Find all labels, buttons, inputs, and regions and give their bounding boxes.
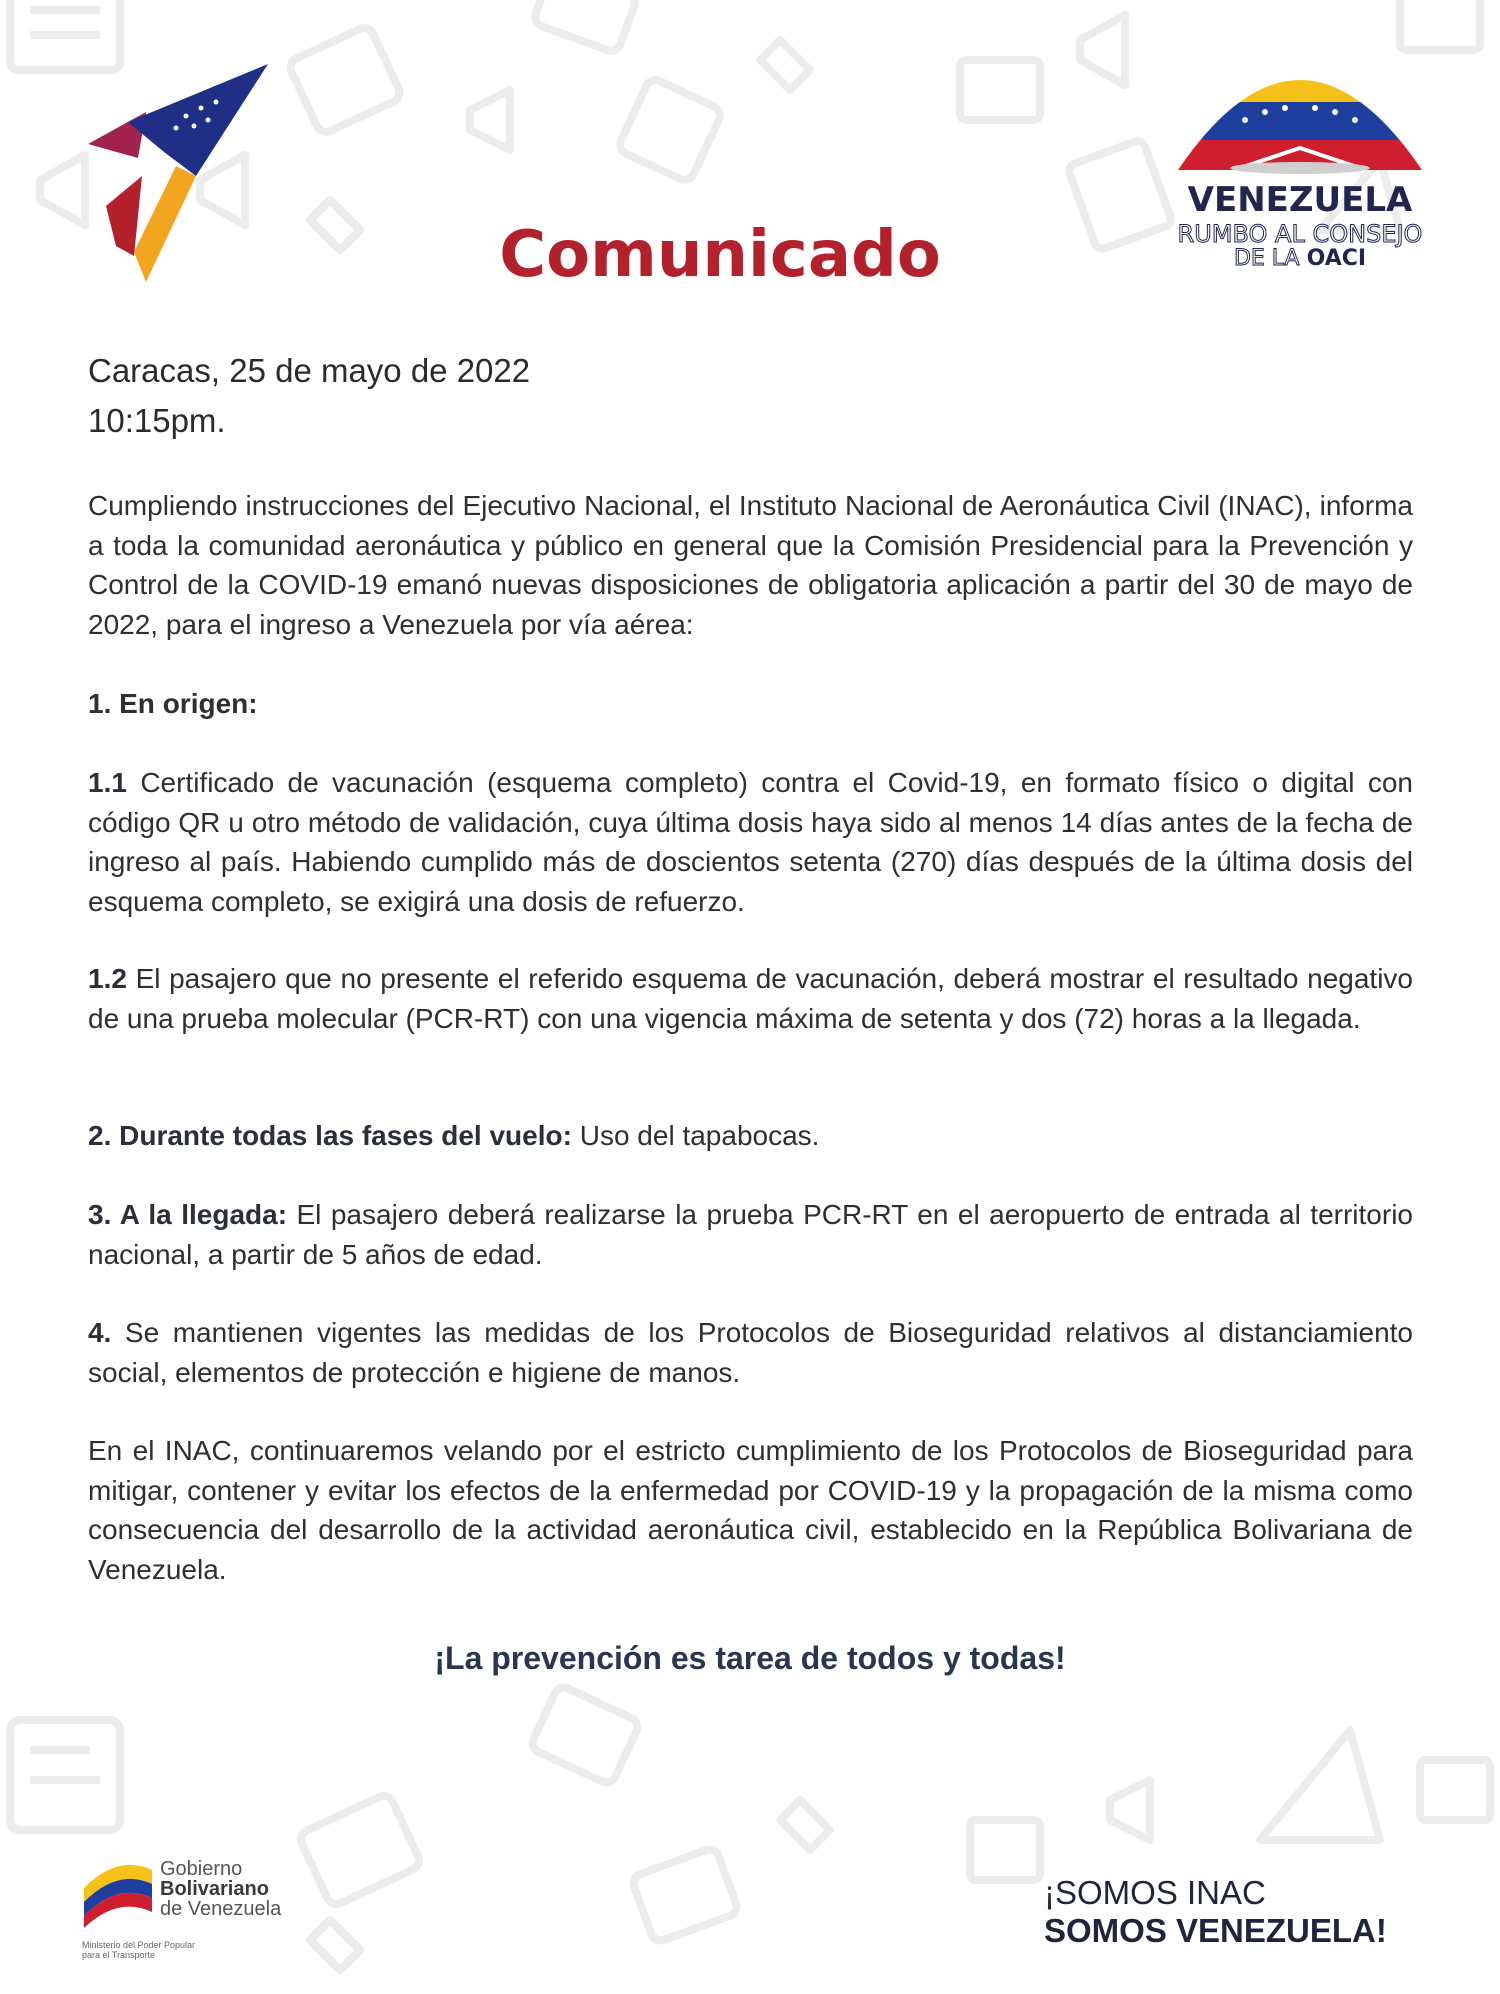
ministry-caption bbox=[82, 1940, 195, 1960]
place-date: Caracas, 25 de mayo de 2022 bbox=[88, 352, 531, 389]
date-block bbox=[88, 346, 530, 446]
item-3-label: 3. A la llegada: bbox=[88, 1199, 288, 1230]
oaci-logo-line1: VENEZUELA bbox=[1187, 180, 1413, 220]
ministry-line2: para el Transporte bbox=[82, 1950, 156, 1960]
oaci-logo-line2: RUMBO AL CONSEJO bbox=[1177, 220, 1423, 248]
item-2-text: Uso del tapabocas. bbox=[579, 1120, 820, 1151]
gobierno-line1: Gobierno bbox=[160, 1858, 243, 1880]
oaci-logo-line3-bold: OACI bbox=[1306, 246, 1367, 271]
item-3 bbox=[88, 1195, 1413, 1274]
gobierno-bolivariano-logo bbox=[78, 1848, 318, 1958]
oaci-logo-line3-prefix: DE LA bbox=[1233, 246, 1300, 271]
item-3-text: El pasajero deberá realizarse la prueba PCR-RT en el aeropuerto de entrada al territorio nacional, a partir de 5 años de edad. bbox=[88, 1199, 1413, 1270]
item-1-1-number: 1.1 bbox=[88, 767, 127, 798]
item-2-label: 2. Durante todas las fases del vuelo: bbox=[88, 1120, 572, 1151]
somos-inac-slogan bbox=[1044, 1874, 1387, 1950]
time: 10:15pm. bbox=[88, 402, 226, 439]
intro-paragraph: Cumpliendo instrucciones del Ejecutivo Nacional, el Instituto Nacional de Aeronáutica Civil (INAC), informa a toda la comunidad aeronáutica y público en general que la Comisión Presidencial para la Prevención y Control de la COVID-19 emanó nuevas disposiciones de obligatoria aplicación a partir del 30 de mayo de 2022, para el ingreso a Venezuela por vía aérea: bbox=[88, 490, 1413, 640]
gobierno-line2: Bolivariano bbox=[160, 1878, 269, 1900]
gobierno-line3: de Venezuela bbox=[160, 1898, 282, 1920]
ministry-line1: Ministerio del Poder Popular bbox=[82, 1940, 196, 1950]
somos-line1: ¡SOMOS INAC bbox=[1044, 1874, 1266, 1911]
item-4-text: Se mantienen vigentes las medidas de los Protocolos de Bioseguridad relativos al distanciamiento social, elementos de protección e higiene de manos. bbox=[88, 1317, 1413, 1388]
item-2 bbox=[88, 1116, 1413, 1156]
item-1-1 bbox=[88, 763, 1413, 921]
item-4-label: 4. bbox=[88, 1317, 112, 1348]
gobierno-text bbox=[160, 1859, 281, 1919]
item1-heading: 1. En origen: bbox=[88, 688, 258, 719]
closing-paragraph: En el INAC, continuaremos velando por el estricto cumplimiento de los Protocolos de Bioseguridad para mitigar, contener y evitar los efectos de la enfermedad por COVID-19 y la propagación de la misma como consecuencia del desarrollo de la actividad aeronáutica civil, establecido en la República Bolivariana de Venezuela. bbox=[88, 1435, 1413, 1585]
somos-line2: SOMOS VENEZUELA! bbox=[1044, 1912, 1387, 1949]
item-1-2-text: El pasajero que no presente el referido esquema de vacunación, deberá mostrar el resultado negativo de una prueba molecular (PCR-RT) con una vigencia máxima de setenta y dos (72) horas a la llegada. bbox=[88, 963, 1413, 1034]
item-4 bbox=[88, 1313, 1413, 1392]
item-1-1-text: Certificado de vacunación (esquema completo) contra el Covid-19, en formato físico o digital con código QR u otro método de validación, cuya última dosis haya sido al menos 14 días antes de la fecha de ingreso al país. Habiendo cumplido más de doscientos setenta (270) días después de la última dosis del esquema completo, se exigirá una dosis de refuerzo. bbox=[88, 767, 1413, 917]
item-1-2 bbox=[88, 959, 1413, 1038]
slogan: ¡La prevención es tarea de todos y todas! bbox=[434, 1640, 1066, 1676]
item-1-2-number: 1.2 bbox=[88, 963, 127, 994]
page-title: Comunicado bbox=[499, 218, 941, 292]
